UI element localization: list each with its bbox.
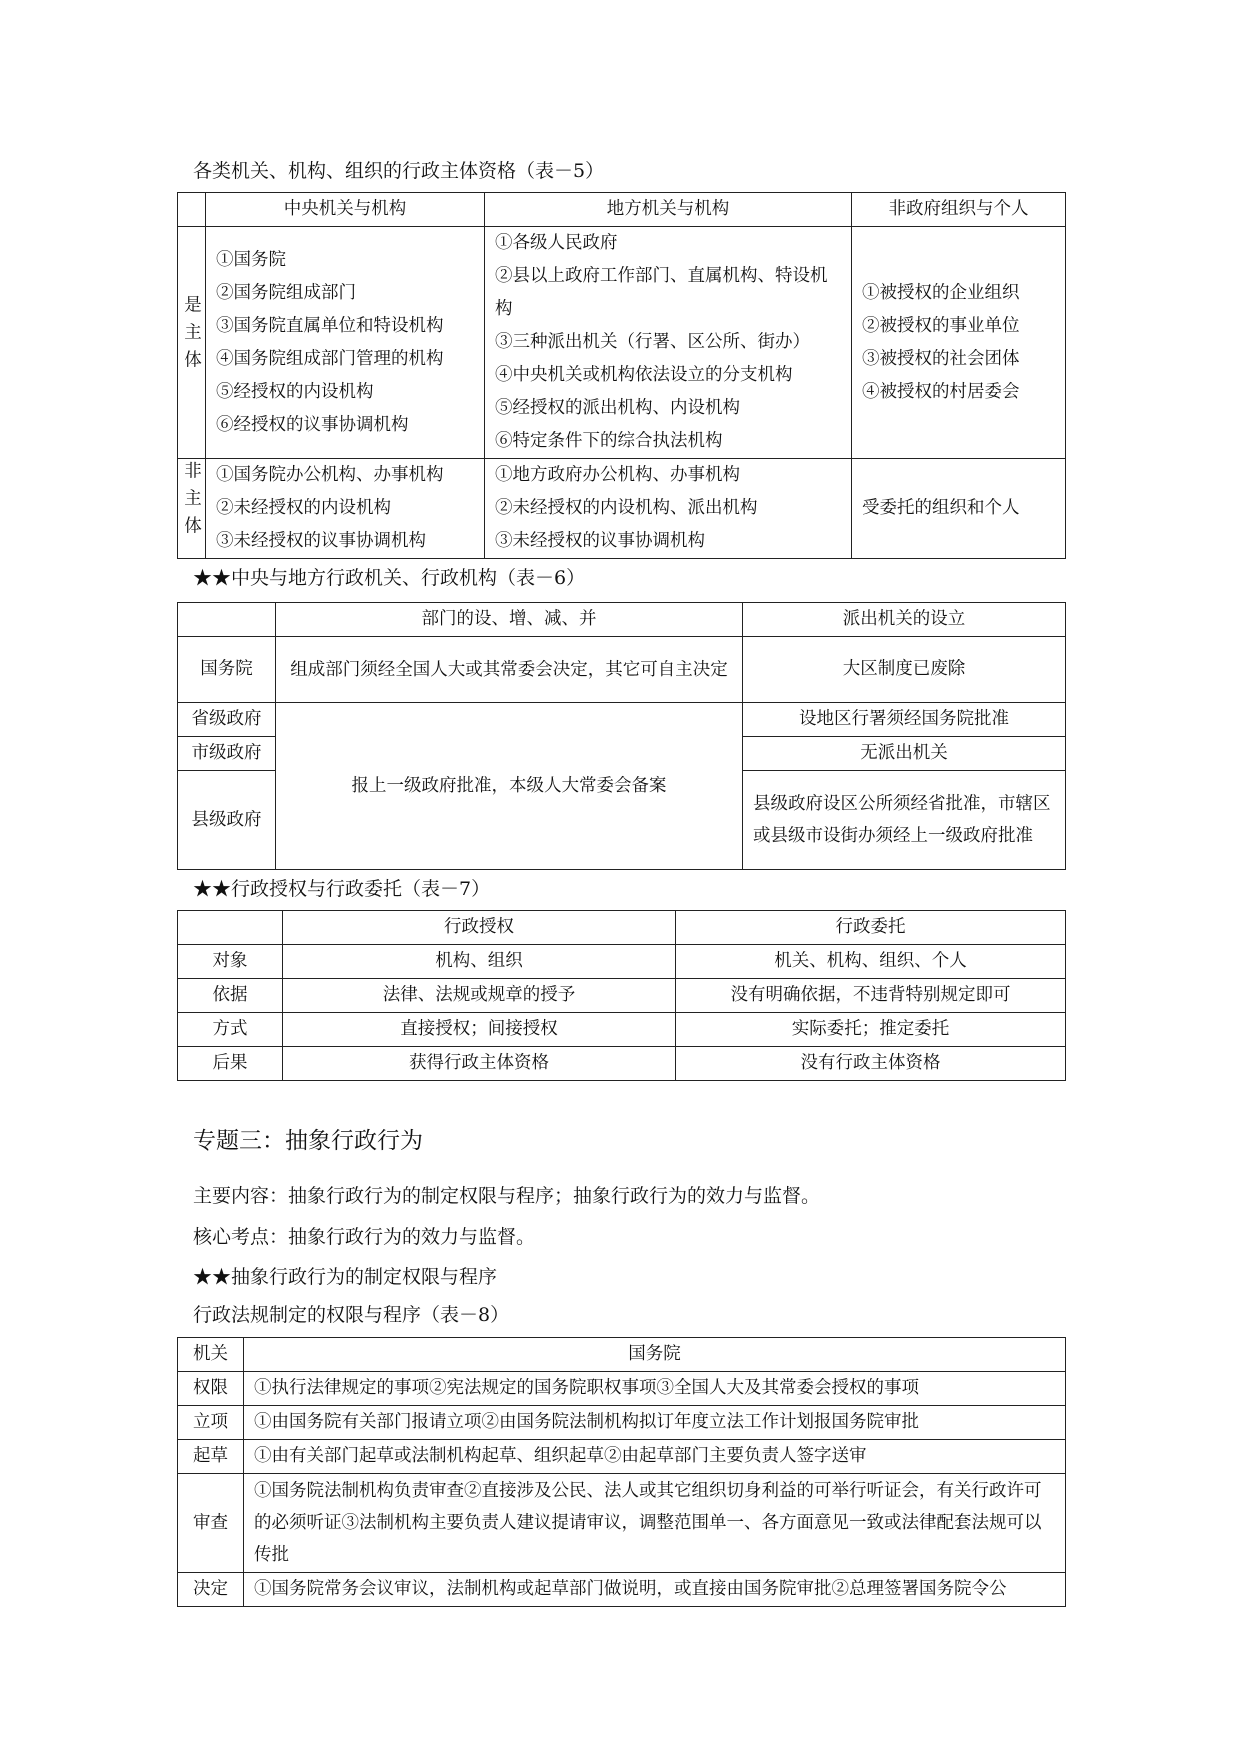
table-cell: 法律、法规或规章的授予 bbox=[283, 979, 676, 1013]
table5-cell-local-nonsubject bbox=[485, 459, 852, 559]
table6-header-dispatch: 派出机关的设立 bbox=[743, 603, 1066, 637]
table-row-label: 后果 bbox=[178, 1047, 283, 1081]
table8-header-label: 机关 bbox=[178, 1338, 244, 1372]
table-cell: 机关、机构、组织、个人 bbox=[676, 945, 1066, 979]
table5-header-local: 地方机关与机构 bbox=[485, 193, 852, 227]
table7-corner-cell bbox=[178, 911, 283, 945]
list-item: ④国务院组成部门管理的机构 bbox=[216, 348, 444, 369]
list-item: ②国务院组成部门 bbox=[216, 282, 356, 303]
table-row-label: 决定 bbox=[178, 1573, 244, 1607]
list-item: ③国务院直属单位和特设机构 bbox=[216, 315, 444, 336]
table5-corner-cell bbox=[178, 193, 206, 227]
table6-caption: ★★中央与地方行政机关、行政机构（表－6） bbox=[193, 567, 586, 589]
list-item: ③未经授权的议事协调机构 bbox=[216, 531, 426, 551]
table-cell: ①执行法律规定的事项②宪法规定的国务院职权事项③全国人大及其常委会授权的事项 bbox=[244, 1372, 1066, 1406]
table-row-label: 依据 bbox=[178, 979, 283, 1013]
table-cell: ①国务院法制机构负责审查②直接涉及公民、法人或其它组织切身利益的可举行听证会，有关行政许可的必须听证③法制机构主要负责人建议提请审议，调整范围单一、各方面意见一致或法律配套法规可以传批 bbox=[244, 1474, 1066, 1573]
list-item: ⑥经授权的议事协调机构 bbox=[216, 414, 409, 435]
table6-header-dept: 部门的设、增、减、并 bbox=[276, 603, 743, 637]
table5 bbox=[177, 192, 1066, 559]
table-cell: 直接授权；间接授权 bbox=[283, 1013, 676, 1047]
table-row-label: 对象 bbox=[178, 945, 283, 979]
table-row-label: 审查 bbox=[178, 1474, 244, 1573]
list-item: ④被授权的村居委会 bbox=[862, 381, 1020, 402]
list-item: ①被授权的企业组织 bbox=[862, 282, 1020, 303]
list-item: ②被授权的事业单位 bbox=[862, 315, 1020, 336]
list-item: ②县以上政府工作部门、直属机构、特设机构 bbox=[495, 266, 828, 319]
table-cell: 机构、组织 bbox=[283, 945, 676, 979]
table-cell: ①国务院常务会议审议，法制机构或起草部门做说明，或直接由国务院审批②总理签署国务院令公 bbox=[244, 1573, 1066, 1607]
table7-caption: ★★行政授权与行政委托（表－7） bbox=[193, 878, 491, 900]
table6-row-label-province: 省级政府 bbox=[178, 703, 276, 737]
list-item: ①地方政府办公机构、办事机构 bbox=[495, 465, 740, 485]
table-row-label: 权限 bbox=[178, 1372, 244, 1406]
table6-cell-local-dept: 报上一级政府批准，本级人大常委会备案 bbox=[276, 703, 743, 870]
table5-cell-central-subject bbox=[206, 227, 485, 459]
table-cell: 实际委托；推定委托 bbox=[676, 1013, 1066, 1047]
table6-cell-province-dispatch: 设地区行署须经国务院批准 bbox=[743, 703, 1066, 737]
table5-header-nongov: 非政府组织与个人 bbox=[852, 193, 1066, 227]
table6-cell-guowuyuan-dept: 组成部门须经全国人大或其常委会决定，其它可自主决定 bbox=[276, 637, 743, 703]
table6-row-label-guowuyuan: 国务院 bbox=[178, 637, 276, 703]
table6-row-label-county: 县级政府 bbox=[178, 771, 276, 870]
list-item: ①各级人民政府 bbox=[495, 233, 618, 253]
table5-caption: 各类机关、机构、组织的行政主体资格（表－5） bbox=[193, 160, 605, 182]
table-row-label: 起草 bbox=[178, 1440, 244, 1474]
list-item: ⑥特定条件下的综合执法机构 bbox=[495, 431, 723, 451]
table8-header-value: 国务院 bbox=[244, 1338, 1066, 1372]
table6-cell-city-dispatch: 无派出机关 bbox=[743, 737, 1066, 771]
table6-corner-cell bbox=[178, 603, 276, 637]
main-content-paragraph: 主要内容：抽象行政行为的制定权限与程序；抽象行政行为的效力与监督。 bbox=[193, 1185, 821, 1207]
table6-cell-guowuyuan-dispatch: 大区制度已废除 bbox=[743, 637, 1066, 703]
list-item: ②未经授权的内设机构 bbox=[216, 498, 391, 518]
table8 bbox=[177, 1337, 1066, 1607]
subheading: ★★抽象行政行为的制定权限与程序 bbox=[193, 1266, 498, 1288]
table5-row-label-subject: 是主体 bbox=[178, 227, 206, 459]
table7 bbox=[177, 910, 1066, 1081]
list-item: ⑤经授权的派出机构、内设机构 bbox=[495, 398, 740, 418]
table-cell: 没有行政主体资格 bbox=[676, 1047, 1066, 1081]
table5-cell-local-subject bbox=[485, 227, 852, 459]
core-point-paragraph: 核心考点：抽象行政行为的效力与监督。 bbox=[193, 1226, 536, 1248]
table-cell: 获得行政主体资格 bbox=[283, 1047, 676, 1081]
table6 bbox=[177, 602, 1066, 870]
table-cell: ①由国务院有关部门报请立项②由国务院法制机构拟订年度立法工作计划报国务院审批 bbox=[244, 1406, 1066, 1440]
table6-cell-county-dispatch: 县级政府设区公所须经省批准，市辖区或县级市设街办须经上一级政府批准 bbox=[743, 771, 1066, 870]
table5-cell-nongov-subject bbox=[852, 227, 1066, 459]
table-row-label: 方式 bbox=[178, 1013, 283, 1047]
list-item: ⑤经授权的内设机构 bbox=[216, 381, 374, 402]
table-cell: ①由有关部门起草或法制机构起草、组织起草②由起草部门主要负责人签字送审 bbox=[244, 1440, 1066, 1474]
table5-header-central: 中央机关与机构 bbox=[206, 193, 485, 227]
table5-row-label-nonsubject: 非主体 bbox=[178, 459, 206, 559]
list-item: ①国务院 bbox=[216, 249, 286, 270]
table8-caption: 行政法规制定的权限与程序（表－8） bbox=[193, 1304, 510, 1326]
list-item: ③三种派出机关（行署、区公所、街办） bbox=[495, 332, 810, 352]
table5-cell-nongov-nonsubject: 受委托的组织和个人 bbox=[852, 459, 1066, 559]
list-item: ③未经授权的议事协调机构 bbox=[495, 531, 705, 551]
table-cell: 没有明确依据，不违背特别规定即可 bbox=[676, 979, 1066, 1013]
table-row-label: 立项 bbox=[178, 1406, 244, 1440]
list-item: ③被授权的社会团体 bbox=[862, 348, 1020, 369]
list-item: ②未经授权的内设机构、派出机构 bbox=[495, 498, 758, 518]
table5-cell-central-nonsubject bbox=[206, 459, 485, 559]
table6-row-label-city: 市级政府 bbox=[178, 737, 276, 771]
table7-header-grant: 行政授权 bbox=[283, 911, 676, 945]
list-item: ①国务院办公机构、办事机构 bbox=[216, 465, 444, 485]
list-item: ④中央机关或机构依法设立的分支机构 bbox=[495, 365, 793, 385]
table7-header-entrust: 行政委托 bbox=[676, 911, 1066, 945]
section-heading: 专题三：抽象行政行为 bbox=[193, 1128, 423, 1154]
